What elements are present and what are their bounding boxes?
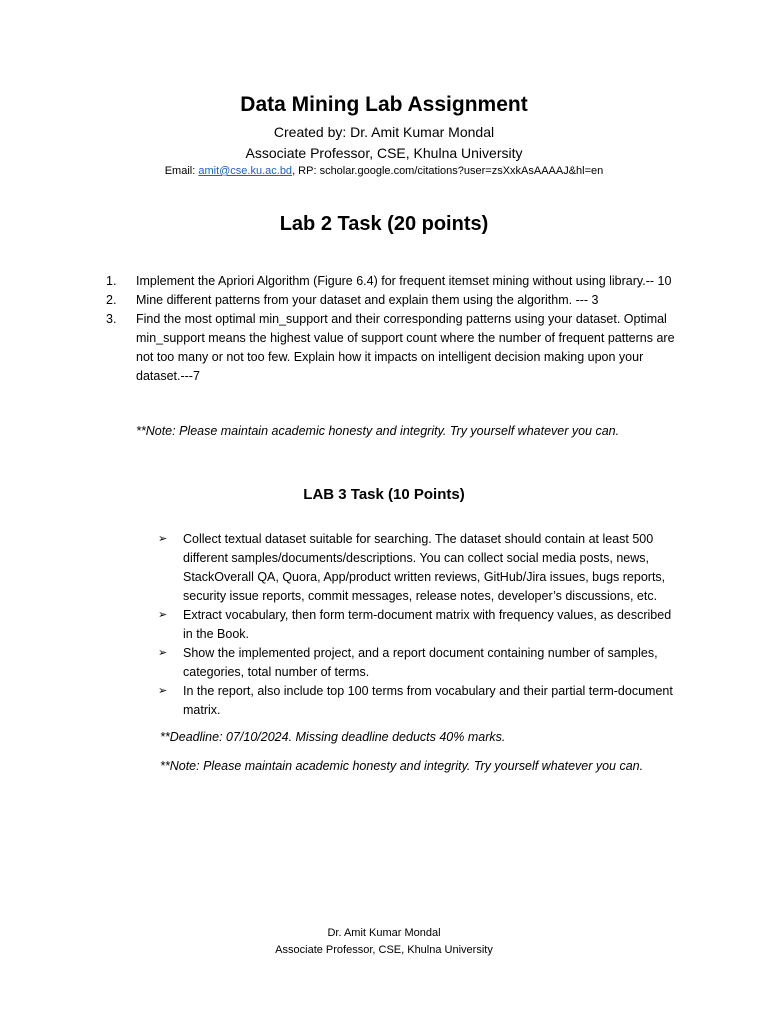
- list-text: Extract vocabulary, then form term-document matrix with frequency values, as described in the Book.: [183, 608, 672, 641]
- list-item: [158, 644, 678, 682]
- lab3-title: LAB 3 Task (10 Points): [303, 486, 465, 503]
- list-item: [106, 291, 686, 310]
- list-number: 1.: [106, 274, 117, 288]
- document-title: Data Mining Lab Assignment: [240, 93, 528, 116]
- lab2-title: Lab 2 Task (20 points): [279, 213, 489, 235]
- arrow-bullet-icon: ➢: [158, 533, 168, 545]
- list-text: Collect textual dataset suitable for searching. The dataset should contain at least 500 different samples/documents/descriptions. You can collect social media posts, news, StackOverall QA, Quora, App/product written reviews, GitHub/Jira issues, bugs reports, security issue reports, commit messages, release notes, developer’s discussions, etc.: [183, 532, 666, 603]
- list-text: Find the most optimal min_support and their corresponding patterns using your dataset. Optimal min_support means the highest value of support count where the number of frequent patterns are not too many or not too few. Explain how it impacts on intelligent decision making upon your dataset.---7: [136, 312, 675, 383]
- arrow-bullet-icon: ➢: [158, 647, 168, 659]
- list-item: [158, 530, 678, 606]
- list-number: 2.: [106, 293, 117, 307]
- lab3-task-list: [158, 530, 678, 720]
- list-item: [158, 606, 678, 644]
- author-line: Created by: Dr. Amit Kumar Mondal: [273, 124, 495, 140]
- list-text: In the report, also include top 100 terms from vocabulary and their partial term-document matrix.: [183, 684, 673, 717]
- footer-position: Associate Professor, CSE, Khulna University: [275, 944, 493, 956]
- list-text: Show the implemented project, and a report document containing number of samples, categories, total number of terms.: [183, 646, 658, 679]
- arrow-bullet-icon: ➢: [158, 685, 168, 697]
- list-item: [106, 272, 686, 291]
- rp-text: , RP: scholar.google.com/citations?user=zsXxkAsAAAAJ&hl=en: [292, 165, 604, 177]
- deadline-note: **Deadline: 07/10/2024. Missing deadline deducts 40% marks.: [160, 730, 506, 744]
- email-link[interactable]: amit@cse.ku.ac.bd: [198, 165, 293, 177]
- list-item: [106, 310, 686, 386]
- list-text: Implement the Apriori Algorithm (Figure 6.4) for frequent itemset mining without using library.-- 10: [136, 274, 672, 288]
- email-label: Email:: [164, 165, 199, 177]
- author-position: Associate Professor, CSE, Khulna University: [245, 145, 523, 161]
- lab2-task-list: [106, 272, 686, 386]
- list-number: 3.: [106, 312, 117, 326]
- list-item: [158, 682, 678, 720]
- footer-name: Dr. Amit Kumar Mondal: [327, 927, 441, 939]
- lab3-note: **Note: Please maintain academic honesty and integrity. Try yourself whatever you can.: [160, 759, 644, 773]
- contact-line: [0, 165, 768, 177]
- lab2-note: **Note: Please maintain academic honesty and integrity. Try yourself whatever you can.: [136, 424, 620, 438]
- arrow-bullet-icon: ➢: [158, 609, 168, 621]
- list-text: Mine different patterns from your dataset and explain them using the algorithm. --- 3: [136, 293, 599, 307]
